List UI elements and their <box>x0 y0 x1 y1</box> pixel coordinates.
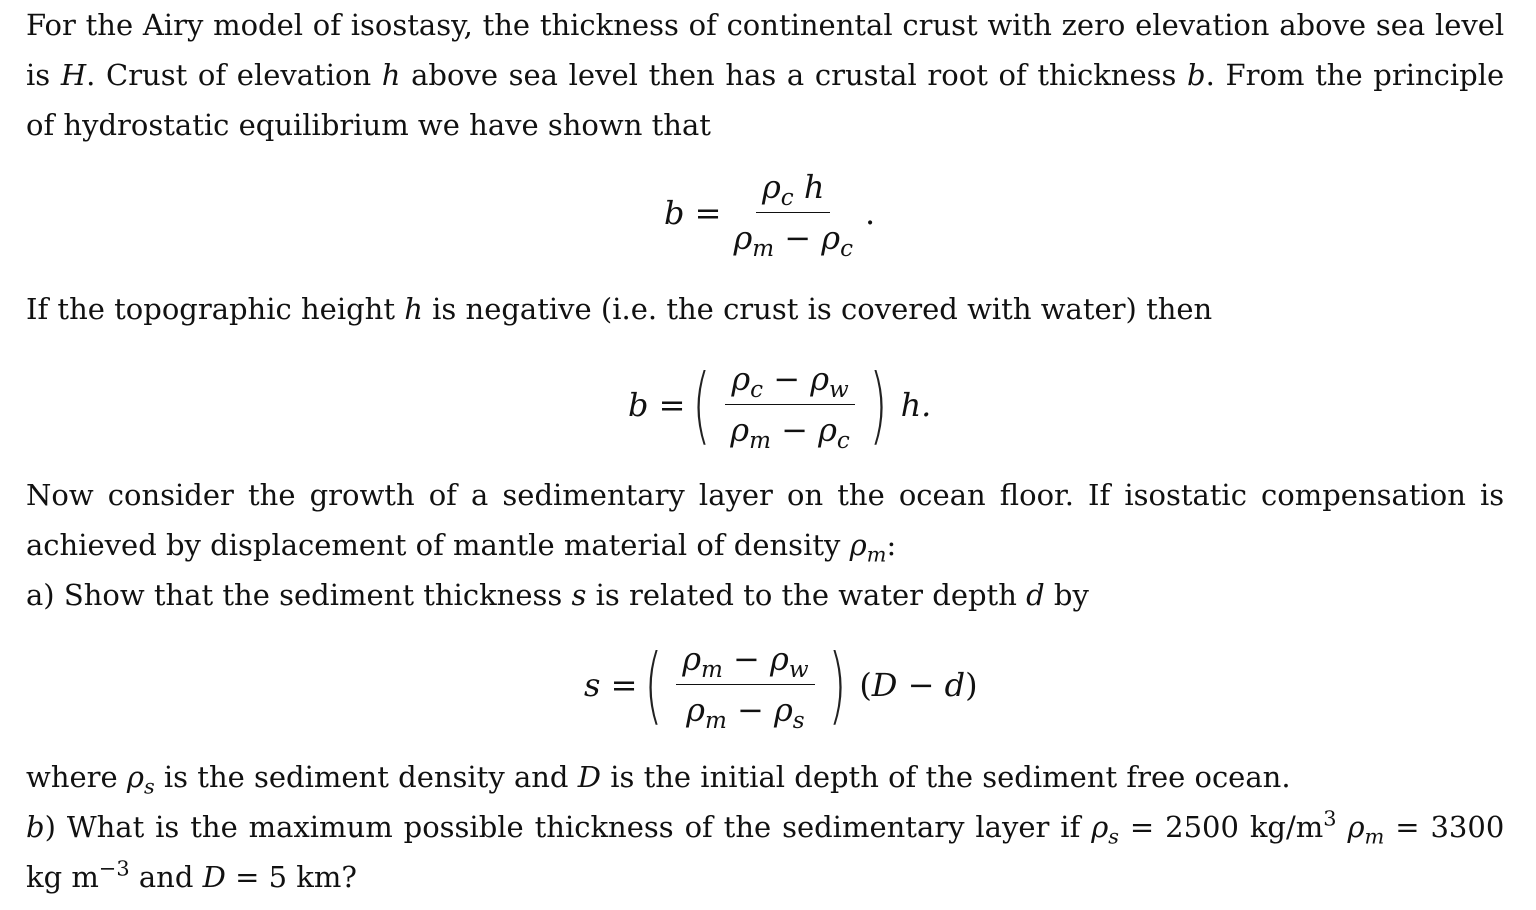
question-line-3: kg $m^{-3}$ and D = 5 km? <box>26 856 357 894</box>
intro-line-1: For the Airy model of isostasy, the thickness of continental crust with zero elevation above sea level <box>26 8 1505 42</box>
sediment-paragraph <box>26 470 1504 620</box>
eq1-numerator: $\rho_c$ h <box>756 168 831 213</box>
eq3-fraction <box>676 640 814 734</box>
eq3-numerator: $\rho_m - \rho_w$ <box>676 640 814 685</box>
eq1-tail: . <box>865 193 876 232</box>
question-line-1: where $\rho_s$ is the sediment density and D is the initial depth of the sediment free ocean. <box>26 760 1291 799</box>
equation-sediment-thickness <box>584 635 978 734</box>
eq3-tail: (D − d) <box>859 665 978 704</box>
equation-root-thickness <box>664 168 876 262</box>
eq1-fraction <box>727 168 859 262</box>
question-line-2: b) What is the maximum possible thickness of the sedimentary layer if $\rho_s = 2500$ $kg/m^3$ $\rho_m = 3300$ <box>26 806 1505 849</box>
negative-height-line: If the topographic height h is negative (i.e. the crust is covered with water) then <box>26 292 1213 326</box>
eq2-right-paren: ) <box>869 355 888 454</box>
eq2-denominator: $\rho_m - \rho_c$ <box>730 411 850 454</box>
eq1-denominator: $\rho_m - \rho_c$ <box>733 219 853 262</box>
intro-line-2: is H. Crust of elevation h above sea level then has a crustal root of thickness b. From the principle <box>26 58 1505 92</box>
sediment-line-1: Now consider the growth of a sedimentary layer on the ocean floor. If isostatic compensation is <box>26 478 1505 512</box>
eq3-lhs: s = <box>584 665 638 704</box>
eq2-numerator: $\rho_c - \rho_w$ <box>725 360 854 405</box>
eq3-left-paren: ( <box>644 635 663 734</box>
eq1-lhs: b = <box>664 193 722 232</box>
sediment-line-3: a) Show that the sediment thickness s is related to the water depth d by <box>26 578 1089 612</box>
eq3-right-paren: ) <box>827 635 846 734</box>
sediment-line-2: achieved by displacement of mantle material of density $\rho_m$: <box>26 528 897 567</box>
intro-paragraph <box>26 0 1504 150</box>
eq2-lhs: b = <box>628 385 686 424</box>
eq3-denominator: $\rho_m - \rho_s$ <box>686 691 805 734</box>
eq2-left-paren: ( <box>692 355 711 454</box>
intro-line-3: of hydrostatic equilibrium we have shown that <box>26 108 711 142</box>
negative-height-paragraph <box>26 284 1504 334</box>
eq2-fraction <box>724 360 856 454</box>
eq2-tail: h. <box>900 385 932 424</box>
question-paragraph <box>26 752 1504 902</box>
equation-root-water <box>628 355 932 454</box>
